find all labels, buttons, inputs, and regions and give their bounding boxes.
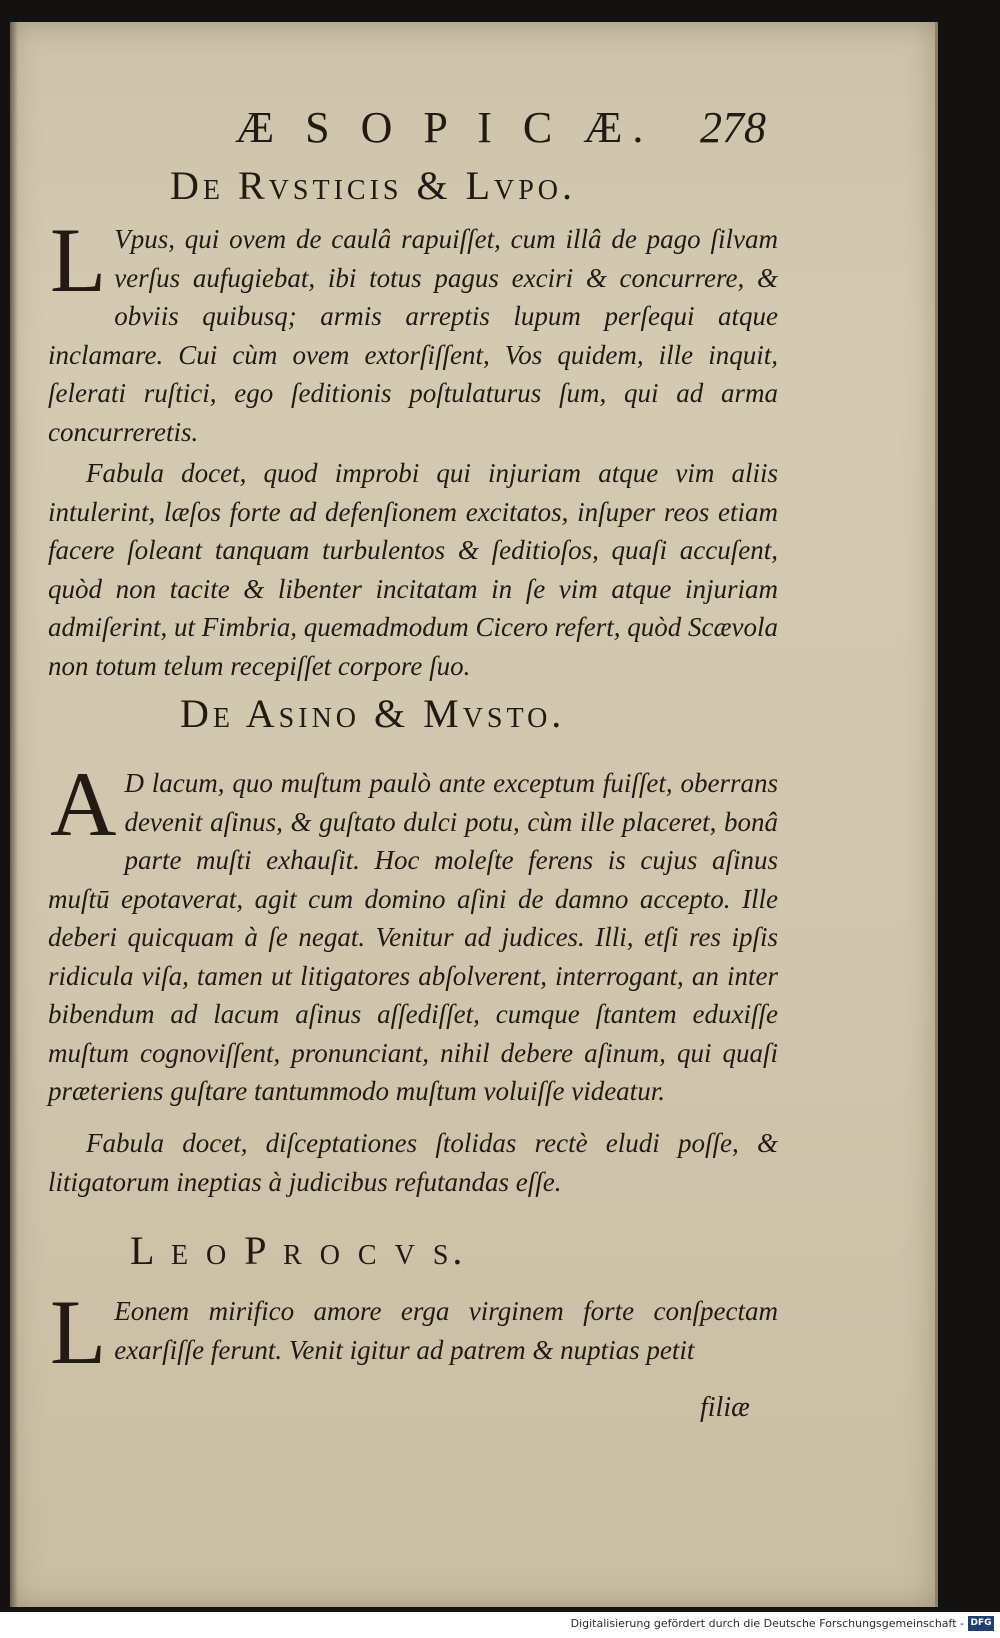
fable-text xyxy=(48,753,778,1111)
catchword: filiæ xyxy=(700,1392,750,1423)
fable-body: Eonem mirifico amore erga virginem forte conſpectam exarſiſſe ferunt. Venit igitur ad patrem & nuptias petit xyxy=(114,1296,778,1365)
fable-text xyxy=(48,209,778,451)
fable-body: D lacum, quo muſtum paulò ante exceptum fuiſſet, oberrans devenit aſinus, & guſtato dulci potu, cùm ille placeret, bonâ parte muſti exhauſit. Hoc moleſte ferens is cujus aſinus muſtū epotaverat, agit cum domino aſini de damno accepto. Ille deberi quicquam à ſe negat. Venitur ad judices. Illi, etſi res ipſis ridicula viſa, tamen ut litigatores abſolverent, interrogant, an inter bibendum ad lacum aſinus aſſediſſet, cumque ſtantem eduxiſſe muſtum cognoviſſent, pronunciant, nihil debere aſinum, qui quaſi præteriens guſtare tantummodo muſtum voluiſſe videatur. xyxy=(48,768,778,1106)
footer-bar xyxy=(0,1612,1000,1638)
running-head xyxy=(10,102,935,162)
fable-heading: De Rvsticis & Lvpo. xyxy=(170,163,577,208)
drop-cap: A xyxy=(50,753,117,855)
funding-credit: Digitalisierung gefördert durch die Deutsche Forschungsgemeinschaft - xyxy=(570,1617,964,1630)
fable-heading: L e o P r o c v s. xyxy=(130,1228,467,1273)
fable-body: Vpus, qui ovem de caulâ rapuiſſet, cum illâ de pago ſilvam verſus aufugiebat, ibi totus pagus exciri & concurrere, & obviis quibusq; armis arreptis lupum perſequi atque inclamare. Cui cùm ovem extorſiſſent, Vos quidem, ille inquit, ſelerati ruſtici, ego ſeditionis poſtulaturus ſum, qui ad arma concurreretis. xyxy=(48,224,778,447)
book-page xyxy=(10,22,938,1607)
fable-moral: Fabula docet, diſceptationes ſtolidas rectè eludi poſſe, & litigatorum ineptias à judicibus refutandas eſſe. xyxy=(48,1128,778,1197)
dfg-logo: DFG xyxy=(968,1616,994,1631)
drop-cap: L xyxy=(50,209,107,311)
fable-heading: De Asino & Mvsto. xyxy=(180,691,566,736)
drop-cap: L xyxy=(50,1281,107,1383)
fable-text xyxy=(48,1281,778,1383)
running-title: Æ S O P I C Æ. xyxy=(235,103,654,152)
page-number: 278 xyxy=(700,103,766,152)
fable-moral: Fabula docet, quod improbi qui injuriam atque vim aliis intulerint, læſos forte ad defenſionem excitatos, inſuper reos etiam facere ſoleant tanquam turbulentos & ſeditioſos, quaſi accuſent, quòd non tacite & libenter incitatam in ſe vim atque injuriam admiſerint, ut Fimbria, quemadmodum Cicero refert, quòd Scævola non totum telum recepiſſet corpore ſuo. xyxy=(48,458,778,681)
